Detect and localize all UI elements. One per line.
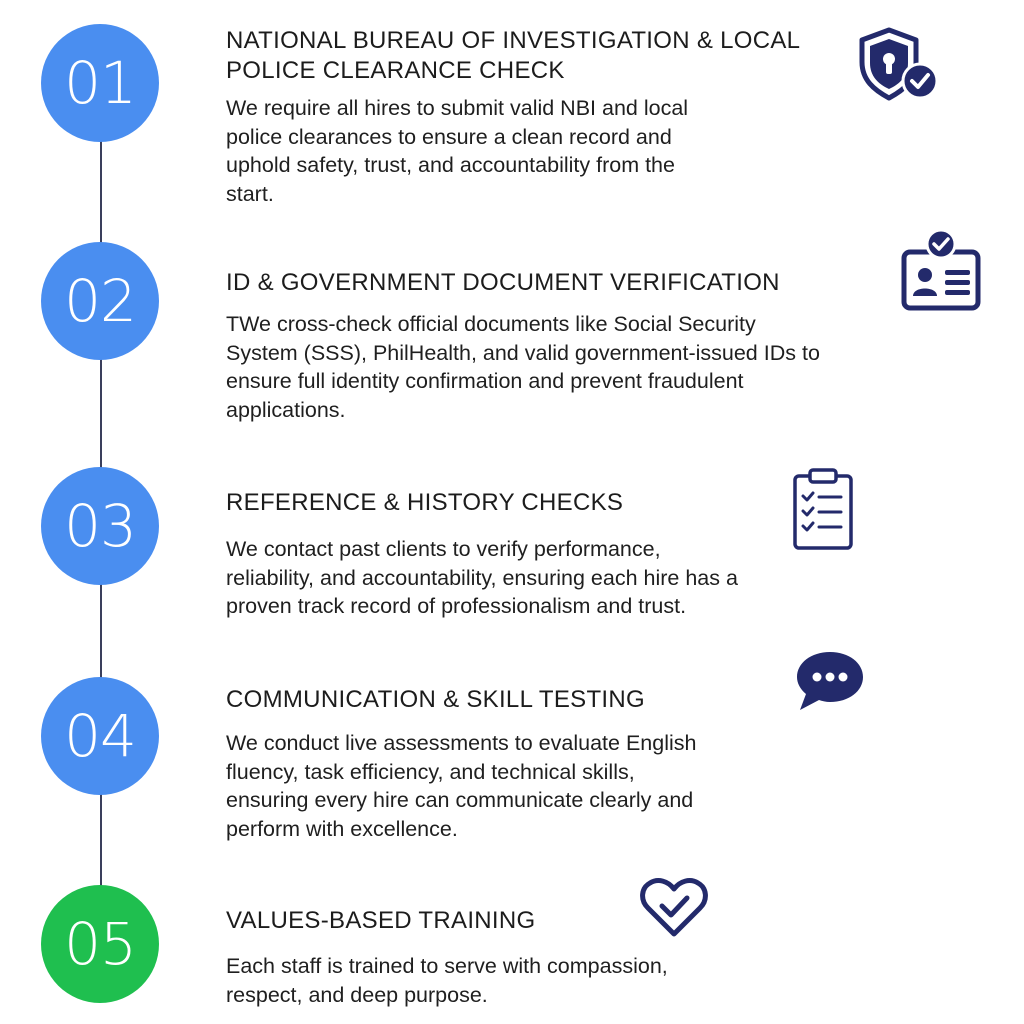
step-desc-line: reliability, and accountability, ensuring each hire has a <box>226 565 738 590</box>
step-desc-line: System (SSS), PhilHealth, and valid government-issued IDs to <box>226 340 820 365</box>
step-description <box>226 535 738 621</box>
shield-check-icon <box>852 26 942 102</box>
step-number-circle <box>41 24 159 142</box>
step-desc-line: We conduct live assessments to evaluate English <box>226 731 697 755</box>
step-title <box>226 268 780 298</box>
step-description <box>226 94 688 208</box>
step-desc-line: uphold safety, trust, and accountability from the <box>226 153 675 177</box>
step-desc-line: We require all hires to submit valid NBI and local <box>226 96 689 120</box>
step-number: 04 <box>64 702 136 770</box>
step-title-line: POLICE CLEARANCE CHECK <box>226 57 565 84</box>
step-title <box>226 685 645 715</box>
step-desc-line: police clearances to ensure a clean record and <box>226 124 672 149</box>
step-title-line: VALUES-BASED TRAINING <box>226 907 536 934</box>
id-card-check-icon <box>900 228 984 312</box>
clipboard-checklist-icon <box>790 466 856 552</box>
chat-bubble-icon <box>794 650 866 712</box>
step-number: 03 <box>64 492 136 560</box>
step-desc-line: respect, and deep purpose. <box>226 982 488 1007</box>
step-desc-line: ensuring every hire can communicate clearly and <box>226 788 694 812</box>
step-desc-line: Each staff is trained to serve with compassion, <box>226 954 668 978</box>
step-desc-line: proven track record of professionalism and trust. <box>226 594 687 618</box>
step-title <box>226 906 536 936</box>
step-title-line: NATIONAL BUREAU OF INVESTIGATION & LOCAL <box>226 27 801 54</box>
step-title-line: COMMUNICATION & SKILL TESTING <box>226 686 645 713</box>
step-number: 02 <box>64 267 136 335</box>
step-description <box>226 729 696 843</box>
step-number-circle <box>41 467 159 585</box>
step-number-circle <box>41 677 159 795</box>
step-number-circle <box>41 885 159 1003</box>
step-desc-line: ensure full identity confirmation and prevent fraudulent <box>226 369 744 393</box>
step-title <box>226 26 800 86</box>
step-desc-line: fluency, task efficiency, and technical skills, <box>226 759 635 784</box>
step-desc-line: applications. <box>226 397 346 422</box>
step-desc-line: We contact past clients to verify performance, <box>226 537 661 561</box>
step-number: 01 <box>64 49 136 117</box>
step-title-line: REFERENCE & HISTORY CHECKS <box>226 489 624 516</box>
step-title <box>226 488 623 518</box>
heart-check-icon <box>638 876 710 940</box>
step-desc-line: TWe cross-check official documents like Social Security <box>226 312 756 336</box>
step-description <box>226 952 668 1009</box>
step-desc-line: perform with excellence. <box>226 816 458 841</box>
step-number: 05 <box>64 910 136 978</box>
step-desc-line: start. <box>226 181 274 206</box>
step-number-circle <box>41 242 159 360</box>
step-description <box>226 310 820 424</box>
step-title-line: ID & GOVERNMENT DOCUMENT VERIFICATION <box>226 269 780 296</box>
